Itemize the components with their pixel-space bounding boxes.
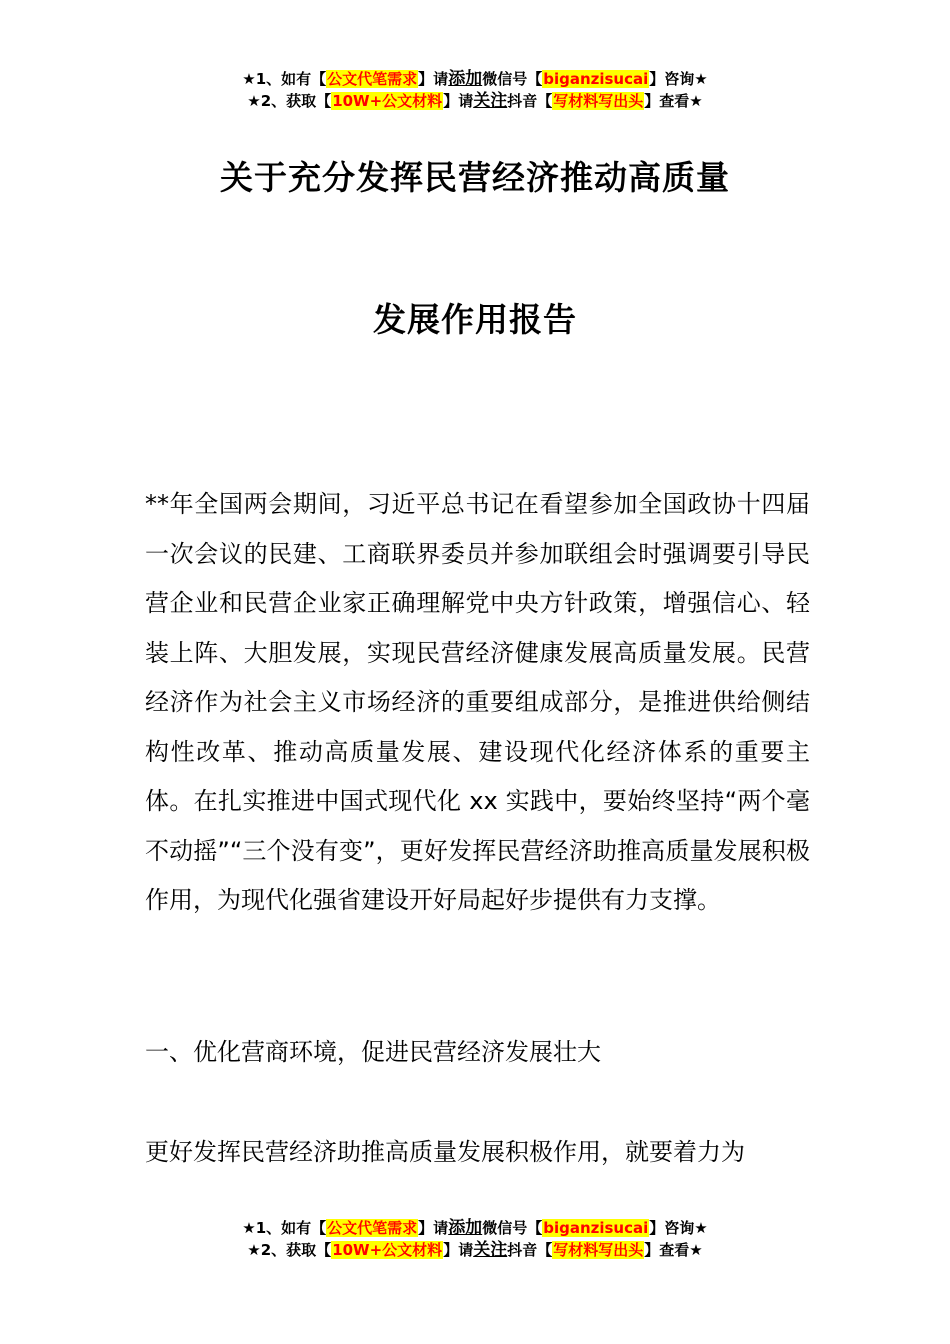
body-paragraph-1: **年全国两会期间，习近平总书记在看望参加全国政协十四届一次会议的民建、工商联界委员并参加联组会时强调要引导民营企业和民营企业家正确理解党中央方针政策，增强信心、轻装上阵、大胆发展，实现民营经济健康发展高质量发展。民营经济作为社会主义市场经济的重要组成部分，是推进供给侧结构性改革、推动高质量发展、建设现代化经济体系的重要主体。在扎实推进中国式现代化 xx 实践中，要始终坚持“两个毫不动摇”“三个没有变”，更好发挥民营经济助推高质量发展积极作用，为现代化强省建设开好局起好步提供有力支撑。 [145, 490, 810, 914]
banner-line-2: ★2、获取【10W+公文材料】请关注抖音【写材料写出头】查看★ [247, 91, 703, 111]
document-title-line-1: 关于充分发挥民营经济推动高质量 [220, 158, 730, 197]
body-paragraph-2: 更好发挥民营经济助推高质量发展积极作用，就要着力为 [145, 1138, 745, 1166]
underline-follow: 关注 [473, 1240, 508, 1260]
underline-follow: 关注 [473, 91, 508, 111]
banner-line-1: ★1、如有【公文代笔需求】请添加微信号【biganzisucai】咨询★ [242, 69, 708, 89]
highlight-douyin: 写材料写出头 [553, 1241, 644, 1259]
underline-add: 添加 [448, 69, 483, 89]
highlight-materials: 10W+公文材料 [332, 92, 443, 110]
highlight-wechat-id: biganzisucai [543, 70, 649, 88]
banner-line-2: ★2、获取【10W+公文材料】请关注抖音【写材料写出头】查看★ [247, 1240, 703, 1260]
document-title-line-2: 发展作用报告 [373, 300, 577, 339]
banner-line-1: ★1、如有【公文代笔需求】请添加微信号【biganzisucai】咨询★ [242, 1218, 708, 1238]
highlight-douyin: 写材料写出头 [553, 92, 644, 110]
header-banner [0, 68, 950, 112]
highlight-service: 公文代笔需求 [327, 70, 418, 88]
footer-banner [0, 1217, 950, 1261]
section-heading-1: 一、优化营商环境，促进民营经济发展壮大 [145, 1038, 601, 1066]
highlight-service: 公文代笔需求 [327, 1219, 418, 1237]
highlight-wechat-id: biganzisucai [543, 1219, 649, 1237]
highlight-materials: 10W+公文材料 [332, 1241, 443, 1259]
underline-add: 添加 [448, 1218, 483, 1238]
